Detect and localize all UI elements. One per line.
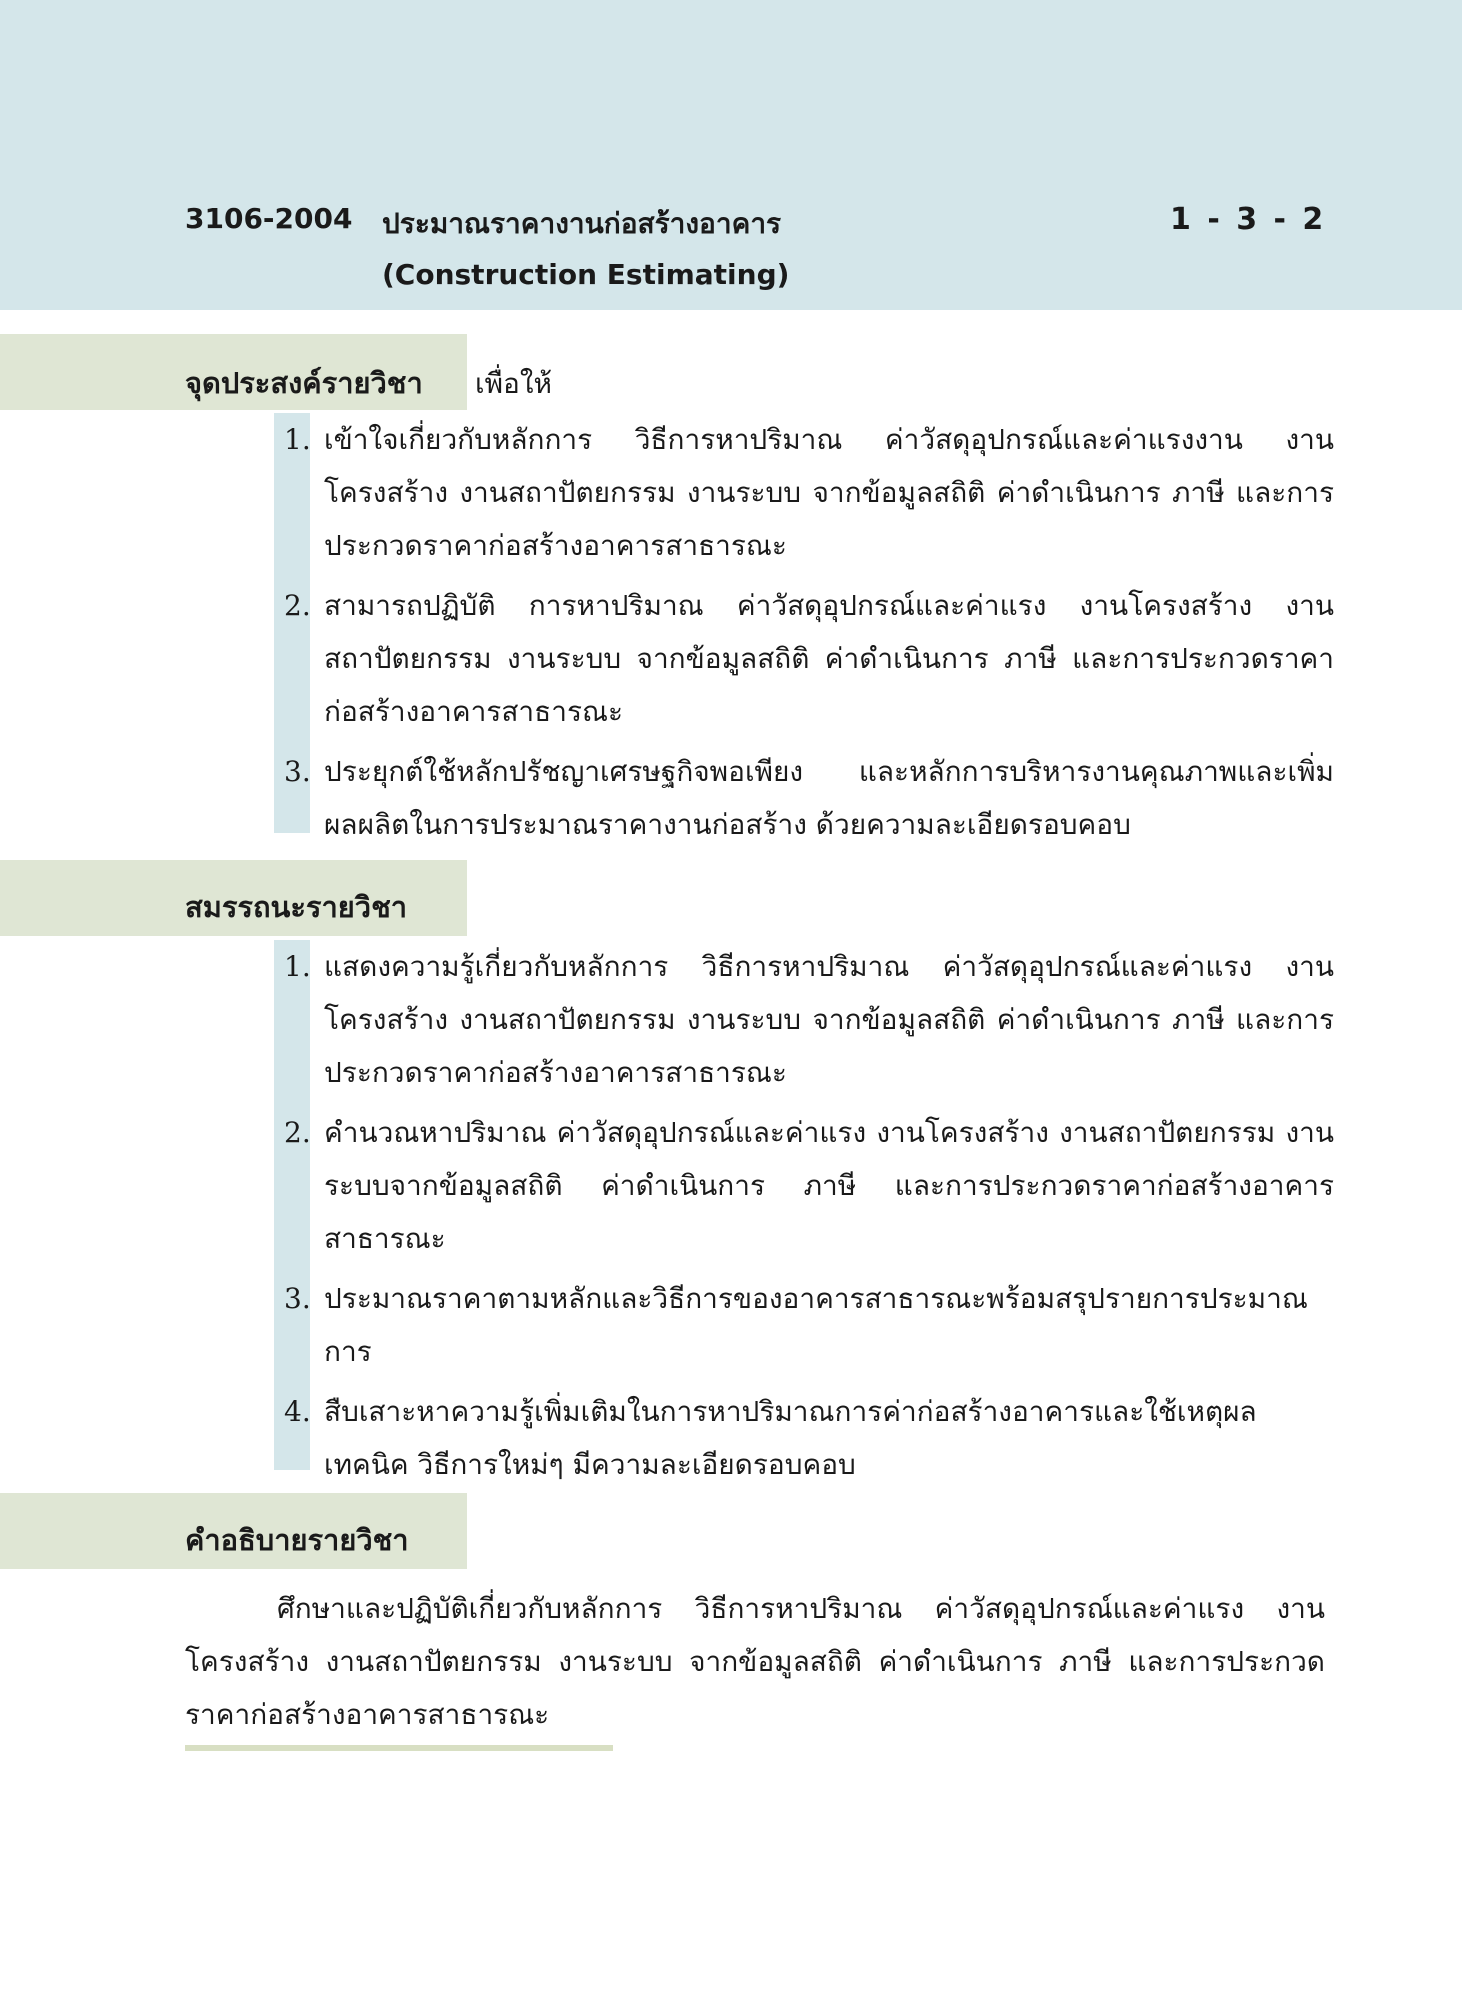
item-number: 2. [284,1116,311,1149]
list-item [274,1272,1334,1378]
competencies-list [274,940,1334,1498]
item-number: 3. [284,755,311,788]
objectives-heading-suffix: เพื่อให้ [475,367,552,400]
objectives-heading: จุดประสงค์รายวิชา [185,366,423,400]
item-text: ประมาณราคาตามหลักและวิธีการของอาคารสาธารณะพร้อมสรุปรายการประมาณการ [324,1282,1308,1368]
course-title-th: ประมาณราคางานก่อสร้างอาคาร [382,207,782,240]
item-number: 1. [284,423,311,456]
list-item [274,1385,1334,1491]
end-divider [185,1745,613,1751]
list-item [274,413,1334,572]
item-number: 1. [284,950,311,983]
list-item [274,940,1334,1099]
course-credits: 1 - 3 - 2 [1170,202,1324,237]
item-number: 2. [284,589,311,622]
item-number: 3. [284,1282,311,1315]
list-item [274,745,1334,851]
objectives-list [274,413,1334,858]
item-text: คำนวณหาปริมาณ ค่าวัสดุอุปกรณ์และค่าแรง งานโครงสร้าง งานสถาปัตยกรรม งานระบบจากข้อมูลสถิติ ค่าดำเนินการ ภาษี และการประกวดราคาก่อสร้างอาคารสาธารณะ [324,1116,1334,1255]
item-number: 4. [284,1395,311,1428]
list-item [274,579,1334,738]
item-text: เข้าใจเกี่ยวกับหลักการ วิธีการหาปริมาณ ค่าวัสดุอุปกรณ์และค่าแรงงาน งานโครงสร้าง งานสถาปัตยกรรม งานระบบ จากข้อมูลสถิติ ค่าดำเนินการ ภาษี และการประกวดราคาก่อสร้างอาคารสาธารณะ [324,423,1334,562]
item-text: แสดงความรู้เกี่ยวกับหลักการ วิธีการหาปริมาณ ค่าวัสดุอุปกรณ์และค่าแรง งานโครงสร้าง งานสถาปัตยกรรม งานระบบ จากข้อมูลสถิติ ค่าดำเนินการ ภาษี และการประกวดราคาก่อสร้างอาคารสาธารณะ [324,950,1334,1089]
description-text: ศึกษาและปฏิบัติเกี่ยวกับหลักการ วิธีการหาปริมาณ ค่าวัสดุอุปกรณ์และค่าแรง งานโครงสร้าง งานสถาปัตยกรรม งานระบบ จากข้อมูลสถิติ ค่าดำเนินการ ภาษี และการประกวดราคาก่อสร้างอาคารสาธารณะ [185,1592,1325,1731]
item-text: สามารถปฏิบัติ การหาปริมาณ ค่าวัสดุอุปกรณ์และค่าแรง งานโครงสร้าง งานสถาปัตยกรรม งานระบบ จากข้อมูลสถิติ ค่าดำเนินการ ภาษี และการประกวดราคาก่อสร้างอาคารสาธารณะ [324,589,1334,728]
course-code: 3106-2004 [185,202,353,235]
item-text: สืบเสาะหาความรู้เพิ่มเติมในการหาปริมาณการค่าก่อสร้างอาคารและใช้เหตุผลเทคนิค วิธีการใหม่ๆ มีความละเอียดรอบคอบ [324,1395,1257,1481]
item-text: ประยุกต์ใช้หลักปรัชญาเศรษฐกิจพอเพียง และหลักการบริหารงานคุณภาพและเพิ่มผลผลิตในการประมาณราคางานก่อสร้าง ด้วยความละเอียดรอบคอบ [324,755,1334,841]
description-heading: คำอธิบายรายวิชา [185,1523,409,1557]
list-item [274,1106,1334,1265]
competencies-heading: สมรรถนะรายวิชา [185,890,408,924]
course-title-en: (Construction Estimating) [382,258,790,291]
